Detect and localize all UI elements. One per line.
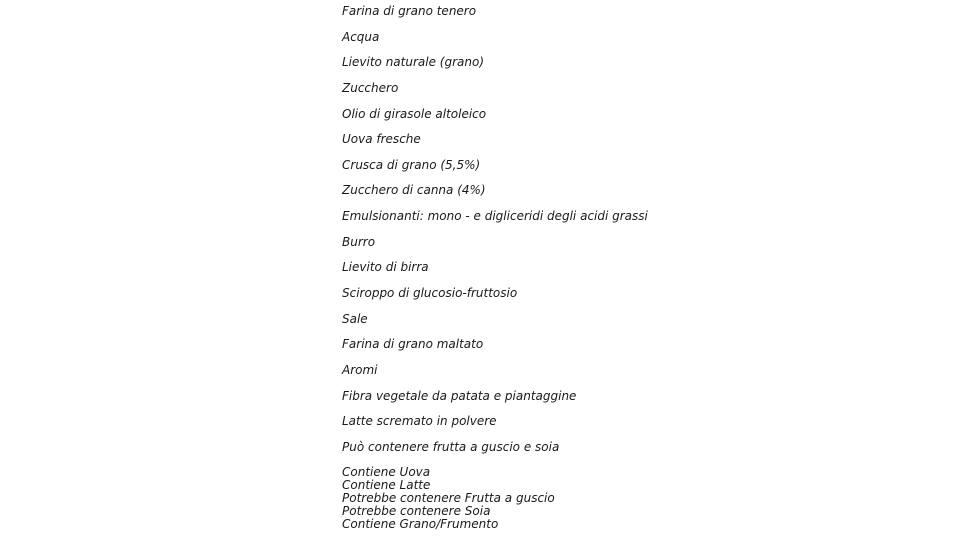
ingredient-item: Sale [342, 311, 368, 326]
ingredient-item: Aromi [342, 362, 378, 377]
ingredient-item: Farina di grano tenero [342, 4, 477, 18]
ingredient-item: Burro [342, 234, 376, 249]
ingredient-item: Fibra vegetale da patata e piantaggine [342, 388, 577, 403]
ingredient-item: Olio di girasole altoleico [342, 106, 487, 121]
ingredient-item: Latte scremato in polvere [342, 414, 497, 429]
ingredient-item: Lievito di birra [342, 260, 429, 275]
allergen-item: Potrebbe contenere Soia [342, 503, 491, 518]
allergen-list [342, 466, 555, 530]
ingredient-item: Può contenere frutta a guscio e soia [342, 439, 560, 454]
ingredient-list [342, 3, 802, 465]
allergen-item: Contiene Latte [342, 477, 431, 492]
ingredient-item: Acqua [342, 29, 380, 44]
allergen-item: Contiene Uova [342, 465, 431, 479]
ingredient-item: Zucchero [342, 80, 399, 95]
ingredient-item: Zucchero di canna (4%) [342, 183, 486, 198]
ingredient-item: Farina di grano maltato [342, 337, 484, 352]
allergen-item: Potrebbe contenere Frutta a guscio [342, 490, 555, 505]
ingredient-item: Sciroppo di glucosio-fruttosio [342, 286, 518, 301]
ingredient-item: Lievito naturale (grano) [342, 55, 485, 70]
ingredient-item: Emulsionanti: mono - e digliceridi degli acidi grassi [342, 209, 648, 224]
ingredient-item: Uova fresche [342, 132, 421, 147]
ingredient-item: Crusca di grano (5,5%) [342, 157, 481, 172]
allergen-item: Contiene Grano/Frumento [342, 516, 499, 531]
